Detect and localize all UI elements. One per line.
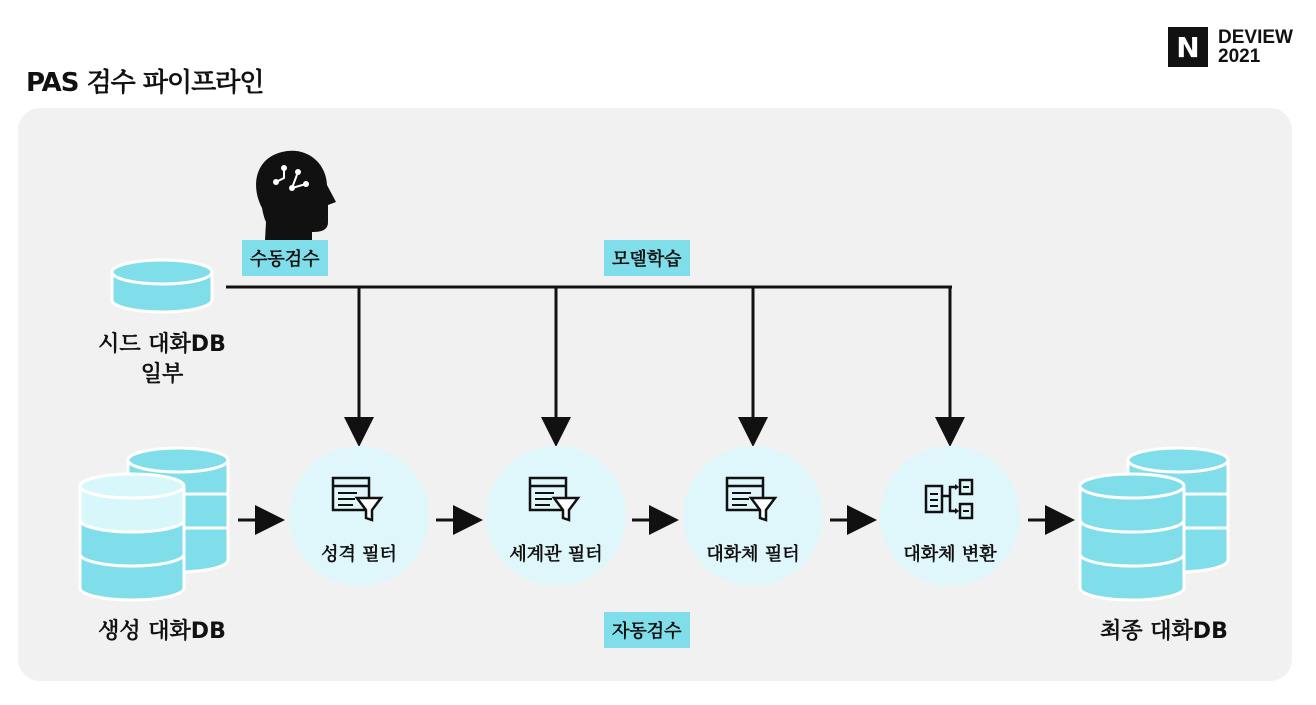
- node-label: 성격 필터: [321, 544, 397, 565]
- logo-mark: N: [1168, 27, 1208, 67]
- logo-line1: DEVIEW: [1218, 27, 1293, 48]
- brain-head-icon: [256, 151, 336, 240]
- final-db-icon: [1080, 448, 1228, 600]
- seed-db-label: [72, 330, 252, 390]
- seed-db-label-line2: 일부: [140, 362, 184, 387]
- seed-db-label-line1: 시드 대화DB: [98, 332, 226, 357]
- page-title: PAS 검수 파이프라인: [26, 68, 264, 98]
- seed-db-icon: [112, 260, 212, 312]
- tag-auto-review: 자동검수: [604, 612, 690, 648]
- node-label: 대화체 필터: [706, 544, 800, 565]
- node-label: 세계관 필터: [509, 544, 603, 565]
- tag-model-training: 모델학습: [604, 240, 690, 276]
- logo-line2: 2021: [1218, 46, 1261, 67]
- generated-db-label: 생성 대화DB: [98, 619, 226, 644]
- tag-manual-review: 수동검수: [242, 240, 328, 276]
- feedback-lines: [226, 287, 952, 444]
- final-db-label: 최종 대화DB: [1100, 619, 1228, 644]
- generated-db-icon: [80, 448, 228, 600]
- node-label: 대화체 변환: [903, 544, 997, 565]
